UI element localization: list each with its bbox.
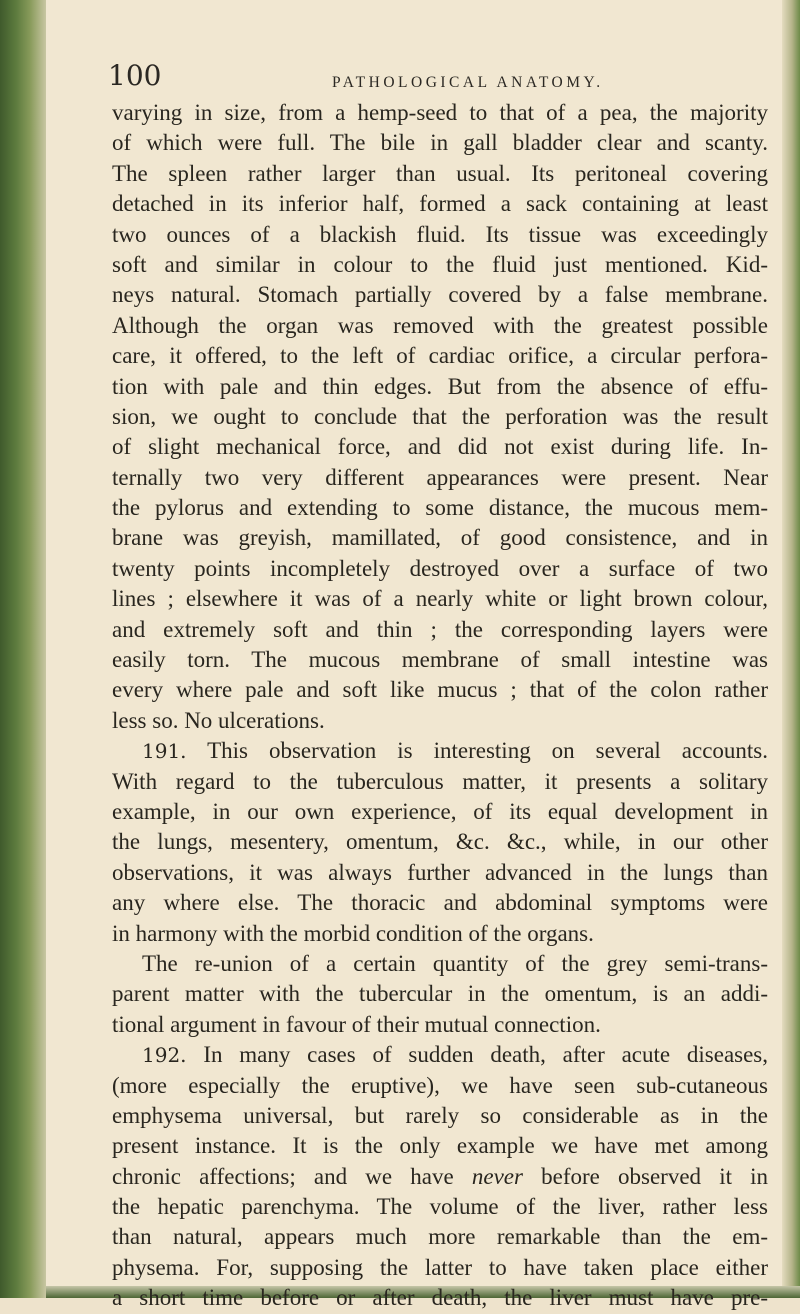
text-line: twenty points incompletely destroyed over a surface of two <box>112 555 768 581</box>
paragraph-191-first-line <box>112 736 768 766</box>
text-line: less so. No ulcerations. <box>112 707 325 733</box>
text-line: varying in size, from a hemp-seed to that of a pea, the majority <box>112 100 768 125</box>
text-line-with-italic <box>112 1162 768 1192</box>
text-line-fragment: In many cases of sudden death, after acute diseases, <box>203 1042 769 1068</box>
page-number: 100 <box>108 59 162 92</box>
text-line: (more especially the eruptive), we have seen sub-cutaneous <box>112 1072 768 1098</box>
text-line: care, it offered, to the left of cardiac orifice, a circular perfora- <box>112 343 768 369</box>
text-body <box>112 98 768 1314</box>
text-line: parent matter with the tubercular in the omentum, is an addi- <box>112 981 768 1007</box>
text-line: of which were full. The bile in gall bladder clear and scanty. <box>112 130 768 156</box>
text-line: and extremely soft and thin ; the corresponding layers were <box>112 616 768 642</box>
text-line: tion with pale and thin edges. But from the absence of effu- <box>112 373 768 399</box>
running-head-title: PATHOLOGICAL ANATOMY. <box>332 74 604 91</box>
book-binding-right <box>782 0 800 1298</box>
text-line-fragment: This observation is interesting on several accounts. <box>207 738 768 764</box>
text-line: than natural, appears much more remarkable than the em- <box>112 1224 768 1250</box>
text-line: The re-union of a certain quantity of the grey semi-trans- <box>142 950 768 976</box>
text-line: tional argument in favour of their mutual connection. <box>112 1011 601 1037</box>
text-line: sion, we ought to conclude that the perforation was the result <box>112 403 768 429</box>
text-line: The spleen rather larger than usual. Its peritoneal covering <box>112 160 768 186</box>
text-line: the pylorus and extending to some distance, the mucous mem- <box>112 495 768 521</box>
text-line: detached in its inferior half, formed a sack containing at least <box>112 191 768 217</box>
running-head <box>108 59 790 98</box>
paragraph-192-first-line <box>112 1040 768 1070</box>
text-line-fragment: before observed it in <box>541 1163 769 1189</box>
text-line: observations, it was always further advanced in the lungs than <box>112 859 768 885</box>
text-line: a short time before or after death, the liver must have pre- <box>112 1285 768 1311</box>
text-line: ternally two very different appearances were present. Near <box>112 464 768 490</box>
text-line: of slight mechanical force, and did not exist during life. In- <box>112 434 768 460</box>
text-line: easily torn. The mucous membrane of small intestine was <box>112 647 768 673</box>
text-line: the lungs, mesentery, omentum, &c. &c., while, in our other <box>112 829 768 855</box>
text-line: emphysema universal, but rarely so considerable as in the <box>112 1102 768 1128</box>
text-line: example, in our own experience, of its equal development in <box>112 798 768 824</box>
book-binding-left <box>0 0 46 1298</box>
text-line: physema. For, supposing the latter to have taken place either <box>112 1254 768 1280</box>
paragraph-number: 191. <box>142 739 187 764</box>
text-line-fragment: chronic affections; and we have <box>112 1163 454 1189</box>
text-line: With regard to the tuberculous matter, it presents a solitary <box>112 768 768 794</box>
text-line: every where pale and soft like mucus ; that of the colon rather <box>112 677 768 703</box>
text-line: neys natural. Stomach partially covered by a false membrane. <box>112 282 768 308</box>
text-line: in harmony with the morbid condition of the organs. <box>112 920 594 946</box>
text-line: the hepatic parenchyma. The volume of the liver, rather less <box>112 1194 768 1220</box>
italic-emphasis: never <box>471 1163 523 1189</box>
text-line: present instance. It is the only example we have met among <box>112 1133 768 1159</box>
text-line: brane was greyish, mamillated, of good consistence, and in <box>112 525 768 551</box>
text-line: soft and similar in colour to the fluid just mentioned. Kid- <box>112 251 768 277</box>
text-line: Although the organ was removed with the greatest possible <box>112 312 768 338</box>
paragraph-number: 192. <box>142 1043 187 1068</box>
text-line: any where else. The thoracic and abdominal symptoms were <box>112 890 768 916</box>
text-line: two ounces of a blackish fluid. Its tissue was exceedingly <box>112 221 768 247</box>
text-line: lines ; elsewhere it was of a nearly white or light brown colour, <box>112 586 768 612</box>
